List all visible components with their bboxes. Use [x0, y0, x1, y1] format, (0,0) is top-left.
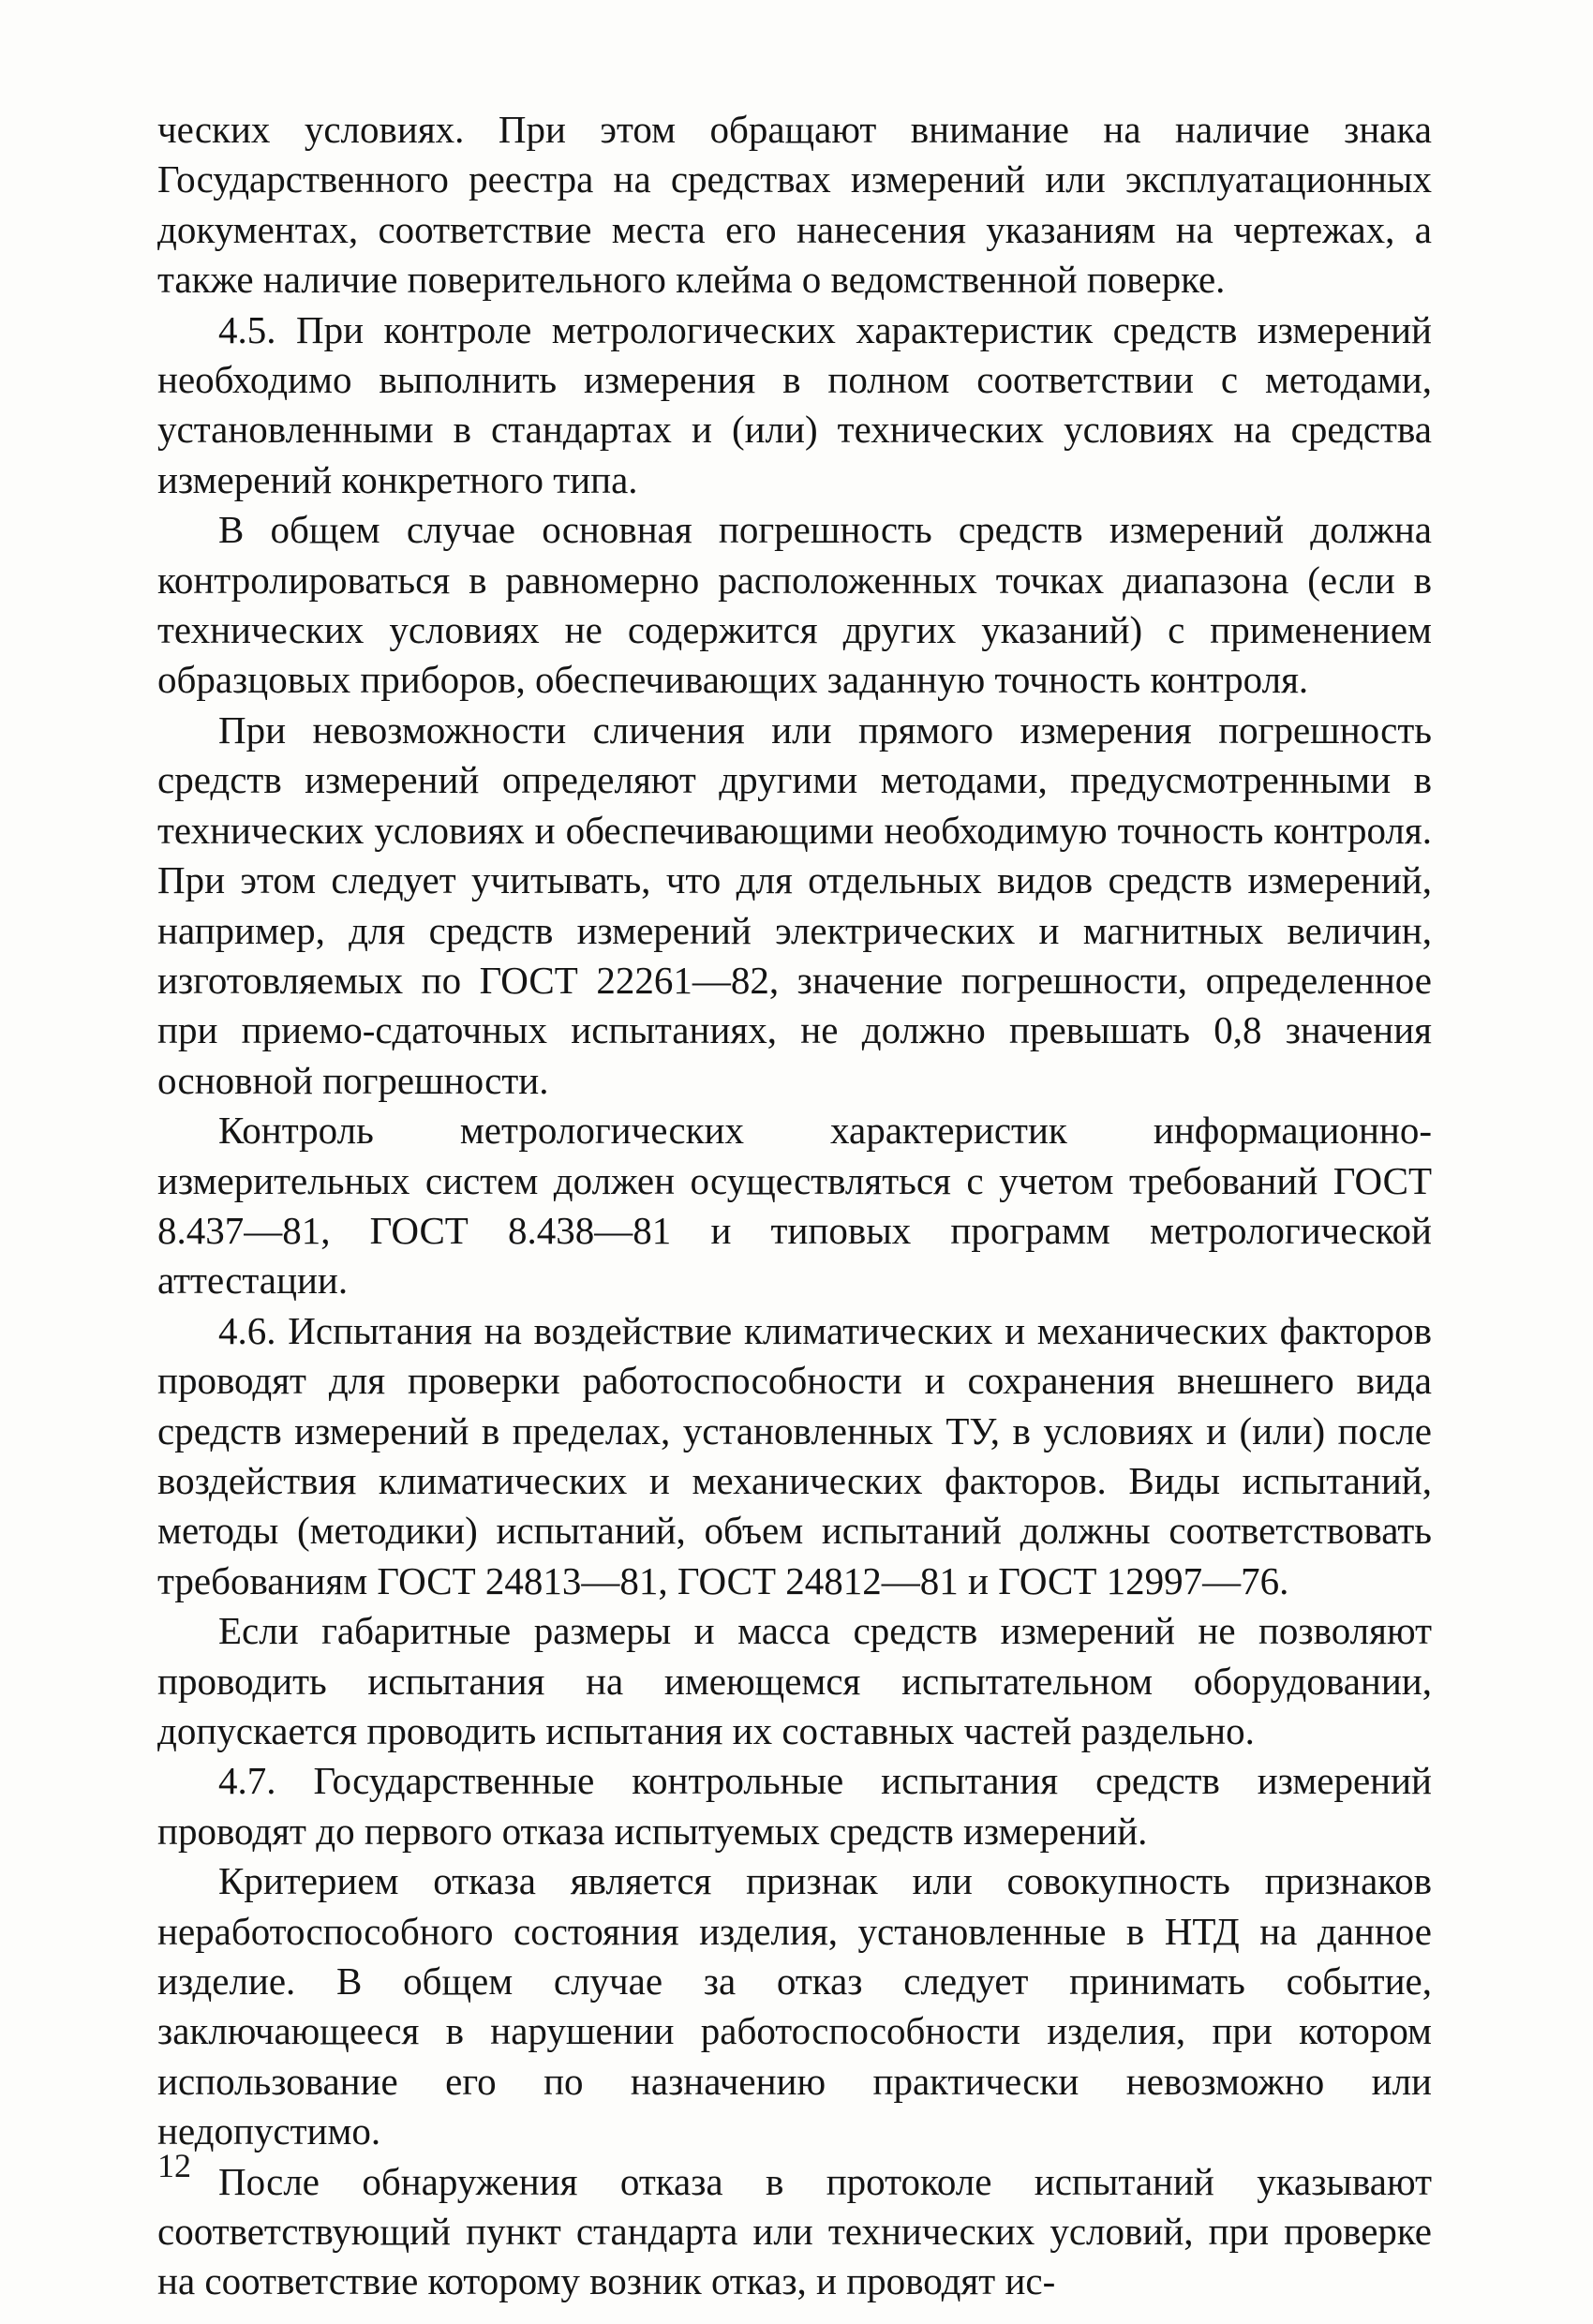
paragraph-failure-criterion: Критерием отказа является признак или совокупность признаков неработоспособного состояния изделия, установленные в НТД на данное изделие. В общем случае за отказ следует принимать событие, заключающееся в нарушении работоспособности изделия, при котором использование его по назначению практически невозможно или недопустимо. — [157, 1859, 1432, 2153]
body-text — [157, 105, 1432, 2307]
paragraph-after-failure: После обнаружения отказа в протоколе испытаний указывают соответствующий пункт стандарта или технических условий, при проверке на соответствие которому возник отказ, и проводят ис- — [157, 2159, 1432, 2303]
paragraph-4-6: 4.6. Испытания на воздействие климатических и механических факторов проводят для проверки работоспособности и сохранения внешнего вида средств измерений в пределах, установленных ТУ, в условиях и (или) после воздействия климатических и механических факторов. Виды испытаний, методы (методики) испытаний, объем испытаний должны соответствовать требованиям ГОСТ 24813—81, ГОСТ 24812—81 и ГОСТ 12997—76. — [157, 1308, 1432, 1602]
paragraph-continuation: ческих условиях. При этом обращают внимание на наличие знака Государственного реестра на средствах измерений или эксплуатационных документах, соответствие места его нанесения указаниям на чертежах, а также наличие поверительного клейма о ведомственной поверке. — [157, 108, 1432, 302]
paragraph-4-7: 4.7. Государственные контрольные испытания средств измерений проводят до первого отказа испытуемых средств измерений. — [157, 1759, 1432, 1853]
paragraph-main-error: В общем случае основная погрешность средств измерений должна контролироваться в равномерно расположенных точках диапазона (если в технических условиях не содержится других указаний) с применением образцовых приборов, обеспечивающих заданную точность контроля. — [157, 508, 1432, 702]
page-number: 12 — [157, 2147, 191, 2184]
paragraph-indirect-methods: При невозможности сличения или прямого измерения погрешность средств измерений определяют другими методами, предусмотренными в технических условиях и обеспечивающими необходимую точность контроля. При этом следует учитывать, что для отдельных видов средств измерений, например, для средств измерений электрических и магнитных величин, изготовляемых по ГОСТ 22261—82, значение погрешности, определенное при приемо-сдаточных испытаниях, не должно превышать 0,8 значения основной погрешности. — [157, 708, 1432, 1102]
paragraph-4-5: 4.5. При контроле метрологических характеристик средств измерений необходимо выполнить измерения в полном соответствии с методами, установленными в стандартах и (или) технических условиях на средства измерений конкретного типа. — [157, 307, 1432, 501]
paragraph-information-systems: Контроль метрологических характеристик информационно-измерительных систем должен осуществляться с учетом требований ГОСТ 8.437—81, ГОСТ 8.438—81 и типовых программ метрологической аттестации. — [157, 1109, 1432, 1303]
paragraph-dimensions: Если габаритные размеры и масса средств измерений не позволяют проводить испытания на имеющемся испытательном оборудовании, допускается проводить испытания их составных частей раздельно. — [157, 1609, 1432, 1752]
